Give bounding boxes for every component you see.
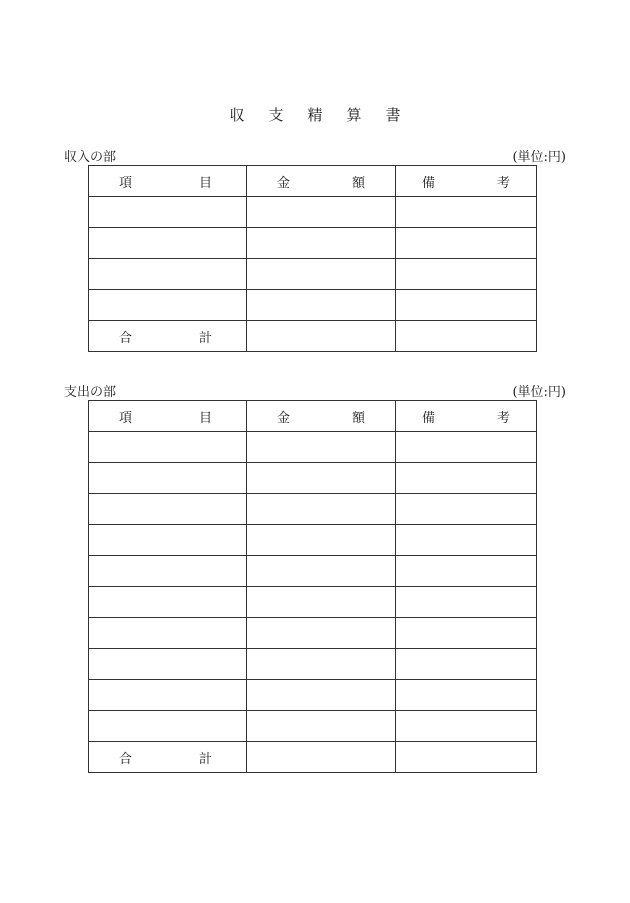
total-label-char: 合 xyxy=(119,751,133,767)
income-table xyxy=(88,165,537,352)
remarks-cell[interactable] xyxy=(396,556,537,587)
table-row xyxy=(89,494,537,525)
table-row xyxy=(89,463,537,494)
item-cell[interactable] xyxy=(89,494,247,525)
amount-cell[interactable] xyxy=(247,432,396,463)
header-char: 備 xyxy=(422,410,436,426)
item-cell[interactable] xyxy=(89,432,247,463)
expense-header-item xyxy=(89,401,247,432)
remarks-cell[interactable] xyxy=(396,680,537,711)
item-cell[interactable] xyxy=(89,711,247,742)
header-char: 金 xyxy=(277,410,291,426)
table-row xyxy=(89,259,537,290)
table-row xyxy=(89,618,537,649)
amount-cell[interactable] xyxy=(247,556,396,587)
total-label-cell xyxy=(89,742,247,773)
income-unit-label: (単位:円) xyxy=(512,150,566,165)
table-row xyxy=(89,197,537,228)
total-label-char: 合 xyxy=(119,330,133,346)
income-section-header xyxy=(64,146,566,164)
expense-header-amount xyxy=(247,401,396,432)
table-row xyxy=(89,290,537,321)
expense-unit-label: (単位:円) xyxy=(512,385,566,400)
expense-total-row xyxy=(89,742,537,773)
remarks-cell[interactable] xyxy=(396,432,537,463)
item-cell[interactable] xyxy=(89,463,247,494)
amount-cell[interactable] xyxy=(247,290,396,321)
amount-cell[interactable] xyxy=(247,587,396,618)
header-char: 項 xyxy=(119,410,133,426)
amount-cell[interactable] xyxy=(247,649,396,680)
remarks-cell[interactable] xyxy=(396,618,537,649)
item-cell[interactable] xyxy=(89,290,247,321)
item-cell[interactable] xyxy=(89,259,247,290)
expense-table xyxy=(88,400,537,773)
item-cell[interactable] xyxy=(89,556,247,587)
remarks-cell[interactable] xyxy=(396,197,537,228)
item-cell[interactable] xyxy=(89,587,247,618)
table-row xyxy=(89,649,537,680)
table-row xyxy=(89,525,537,556)
table-row xyxy=(89,228,537,259)
total-label-char: 計 xyxy=(198,330,212,346)
header-char: 考 xyxy=(496,175,510,191)
total-amount-cell[interactable] xyxy=(247,742,396,773)
item-cell[interactable] xyxy=(89,228,247,259)
header-char: 目 xyxy=(198,175,212,191)
income-header-amount xyxy=(247,166,396,197)
amount-cell[interactable] xyxy=(247,711,396,742)
remarks-cell[interactable] xyxy=(396,711,537,742)
total-label-char: 計 xyxy=(198,751,212,767)
remarks-cell[interactable] xyxy=(396,525,537,556)
header-char: 額 xyxy=(351,410,365,426)
expense-section-label: 支出の部 xyxy=(64,385,117,400)
amount-cell[interactable] xyxy=(247,680,396,711)
document-title: 収支精算書 xyxy=(229,106,425,124)
total-remarks-cell[interactable] xyxy=(396,321,537,352)
header-char: 項 xyxy=(119,175,133,191)
amount-cell[interactable] xyxy=(247,197,396,228)
item-cell[interactable] xyxy=(89,649,247,680)
item-cell[interactable] xyxy=(89,525,247,556)
expense-header-row xyxy=(89,401,537,432)
amount-cell[interactable] xyxy=(247,259,396,290)
header-char: 額 xyxy=(351,175,365,191)
table-row xyxy=(89,680,537,711)
income-total-row xyxy=(89,321,537,352)
income-header-remarks xyxy=(396,166,537,197)
remarks-cell[interactable] xyxy=(396,649,537,680)
item-cell[interactable] xyxy=(89,680,247,711)
remarks-cell[interactable] xyxy=(396,587,537,618)
income-section-label: 収入の部 xyxy=(64,150,117,165)
table-row xyxy=(89,711,537,742)
item-cell[interactable] xyxy=(89,618,247,649)
header-char: 金 xyxy=(277,175,291,191)
income-header-item xyxy=(89,166,247,197)
amount-cell[interactable] xyxy=(247,494,396,525)
remarks-cell[interactable] xyxy=(396,290,537,321)
amount-cell[interactable] xyxy=(247,228,396,259)
header-char: 考 xyxy=(496,410,510,426)
table-row xyxy=(89,556,537,587)
remarks-cell[interactable] xyxy=(396,494,537,525)
table-row xyxy=(89,587,537,618)
total-amount-cell[interactable] xyxy=(247,321,396,352)
expense-header-remarks xyxy=(396,401,537,432)
total-label-cell xyxy=(89,321,247,352)
header-char: 目 xyxy=(198,410,212,426)
remarks-cell[interactable] xyxy=(396,463,537,494)
income-header-row xyxy=(89,166,537,197)
amount-cell[interactable] xyxy=(247,463,396,494)
amount-cell[interactable] xyxy=(247,618,396,649)
remarks-cell[interactable] xyxy=(396,228,537,259)
header-char: 備 xyxy=(422,175,436,191)
item-cell[interactable] xyxy=(89,197,247,228)
expense-section-header xyxy=(64,381,566,399)
total-remarks-cell[interactable] xyxy=(396,742,537,773)
table-row xyxy=(89,432,537,463)
remarks-cell[interactable] xyxy=(396,259,537,290)
amount-cell[interactable] xyxy=(247,525,396,556)
